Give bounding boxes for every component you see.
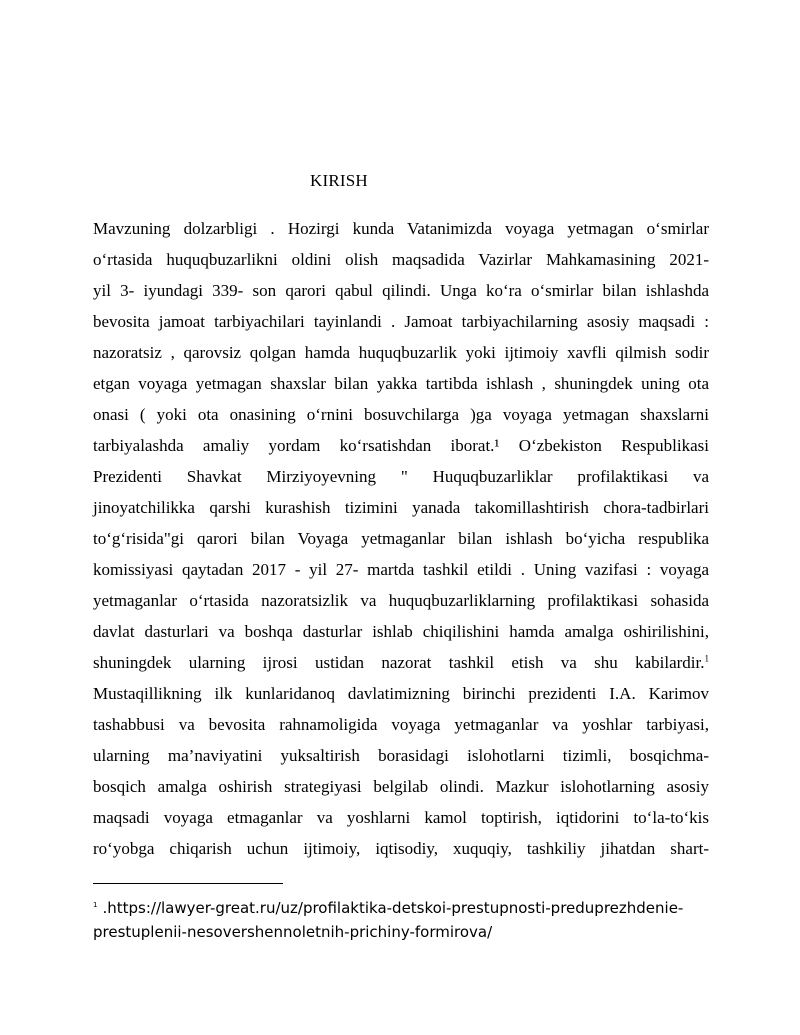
footnote-reference[interactable]: 1 [704,653,709,664]
text-line: davlat dasturlari va boshqa dasturlar ishlab chiqilishini hamda amalga oshirilishini, [93,622,709,641]
text-line-with-footnote [93,647,709,678]
text-line: maqsadi voyaga etmaganlar va yoshlarni kamol toptirish, iqtidorini to‘la-to‘kis [93,808,709,827]
text-line: jinoyatchilikka qarshi kurashish tizimini yanada takomillashtirish chora-tadbirlari [93,498,709,517]
text-line: bosqich amalga oshirish strategiyasi belgilab olindi. Mazkur islohotlarning asosiy [93,777,709,796]
text-line: bevosita jamoat tarbiyachilari tayinlandi . Jamoat tarbiyachilarning asosiy maqsadi : [93,312,709,331]
body-paragraph [93,213,709,864]
footnote-line-1[interactable] [93,893,733,920]
page-heading: KIRISH [310,171,368,190]
footnote-url-part-2[interactable]: prestuplenii-nesovershennoletnih-prichiny-formirova/ [93,923,493,941]
text-line: tarbiyalashda amaliy yordam ko‘rsatishdan iborat.¹ O‘zbekiston Respublikasi [93,436,709,455]
text-line: Mavzuning dolzarbligi . Hozirgi kunda Vatanimizda voyaga yetmagan o‘smirlar [93,219,709,238]
text-line: Mustaqillikning ilk kunlaridanoq davlatimizning birinchi prezidenti I.A. Karimov [93,684,709,703]
text-line: etgan voyaga yetmagan shaxslar bilan yakka tartibda ishlash , shuningdek uning ota [93,374,709,393]
footnote-marker: 1 [93,901,98,909]
footnote [93,893,733,944]
text-line-content: shuningdek ularning ijrosi ustidan nazorat tashkil etish va shu kabilardir. [93,653,705,672]
footnote-url-part-1[interactable]: .https://lawyer-great.ru/uz/profilaktika-detskoi-prestupnosti-preduprezhdenie- [102,899,684,917]
text-line: yil 3- iyundagi 339- son qarori qabul qilindi. Unga ko‘ra o‘smirlar bilan ishlashda [93,281,709,300]
text-line: onasi ( yoki ota onasining o‘rnini bosuvchilarga )ga voyaga yetmagan shaxslarni [93,405,709,424]
text-line: o‘rtasida huquqbuzarlikni oldini olish maqsadida Vazirlar Mahkamasining 2021- [93,250,709,269]
text-line: nazoratsiz , qarovsiz qolgan hamda huquqbuzarlik yoki ijtimoiy xavfli qilmish sodir [93,343,709,362]
text-line: ro‘yobga chiqarish uchun ijtimoiy, iqtisodiy, xuquqiy, tashkiliy jihatdan shart- [93,839,709,858]
text-line: komissiyasi qaytadan 2017 - yil 27- martda tashkil etildi . Uning vazifasi : voyaga [93,560,709,579]
footnote-separator [93,883,283,884]
text-line: tashabbusi va bevosita rahnamoligida voyaga yetmaganlar va yoshlar tarbiyasi, [93,715,709,734]
text-line: ularning ma’naviyatini yuksaltirish borasidagi islohotlarni tizimli, bosqichma- [93,746,709,765]
text-line: Prezidenti Shavkat Mirziyoyevning " Huquqbuzarliklar profilaktikasi va [93,467,709,486]
text-line: yetmaganlar o‘rtasida nazoratsizlik va huquqbuzarliklarning profilaktikasi sohasida [93,591,709,610]
text-line: to‘g‘risida"gi qarori bilan Voyaga yetmaganlar bilan ishlash bo‘yicha respublika [93,529,709,548]
